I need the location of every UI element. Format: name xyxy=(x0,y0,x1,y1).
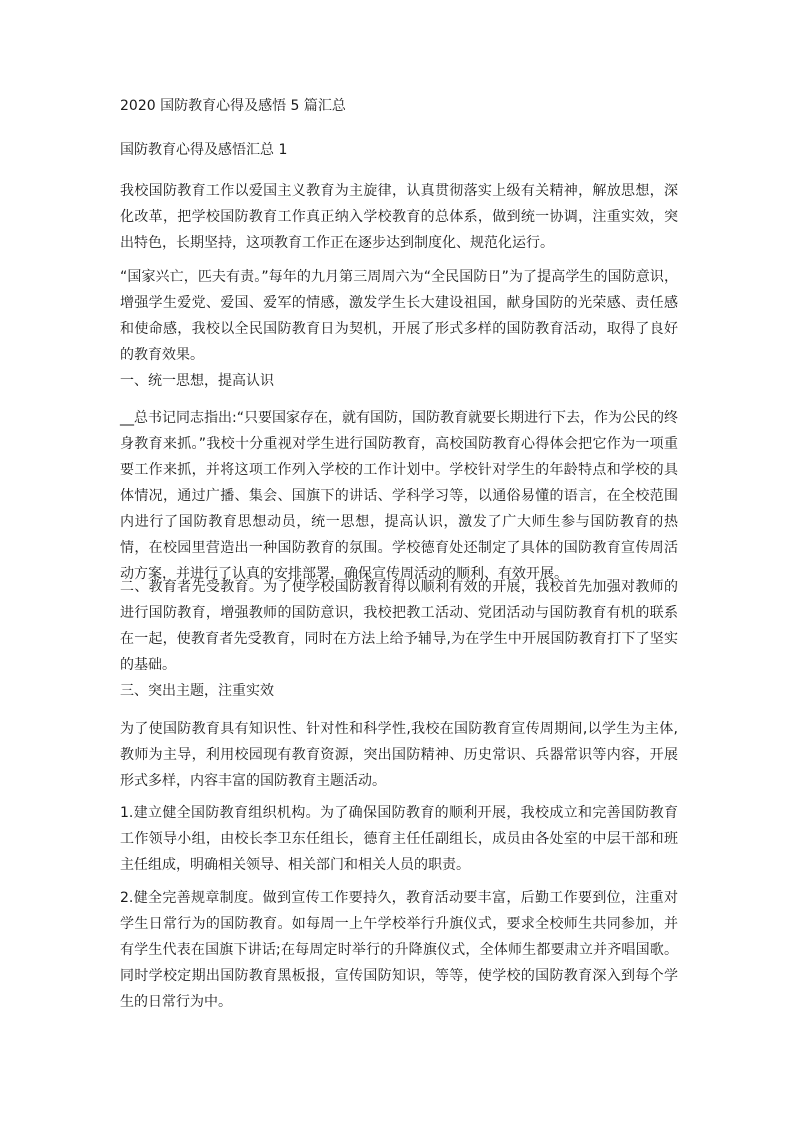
paragraph-educators-first: 二、教育者先受教育。为了使学校国防教育得以顺利有效的开展，我校首先加强对教师的进行国防教育，增强教师的国防意识，我校把教工活动、党团活动与国防教育有机的联系在一起，使教育者先受教育，同时在方法上给予辅导,为在学生中开展国防教育打下了坚实的基础。 xyxy=(120,579,678,673)
paragraph-organization: 1.建立健全国防教育组织机构。为了确保国防教育的顺利开展，我校成立和完善国防教育工作领导小组，由校长李卫东任组长，德育主任任副组长，成员由各处室的中层干部和班主任组成，明确相关领导、相关部门和相关人员的职责。 xyxy=(120,805,678,873)
paragraph-highlight-theme: 为了使国防教育具有知识性、针对性和科学性,我校在国防教育宣传周期间,以学生为主体,教师为主导，利用校园现有教育资源，突出国防精神、历史常识、兵器常识等内容，开展形式多样，内容丰富的国防教育主题活动。 xyxy=(120,721,678,789)
document-title: 2020 国防教育心得及感悟 5 篇汇总 xyxy=(120,98,346,114)
heading-highlight-theme: 三、突出主题，注重实效 xyxy=(120,683,274,699)
paragraph-national-defense-day: “国家兴亡，匹夫有责。”每年的九月第三周周六为“全民国防日”为了提高学生的国防意识，增强学生爱党、爱国、爱军的情感，激发学生长大建设祖国，献身国防的光荣感、责任感和使命感，我校以全民国防教育日为契机，开展了形式多样的国防教育活动，取得了良好的教育效果。 xyxy=(120,269,678,363)
section-subtitle: 国防教育心得及感悟汇总 1 xyxy=(120,142,288,158)
paragraph-unify-thinking: __总书记同志指出:“只要国家存在，就有国防，国防教育就要长期进行下去，作为公民的终身教育来抓。”我校十分重视对学生进行国防教育，高校国防教育心得体会把它作为一项重要工作来抓，并将这项工作列入学校的工作计划中。学校针对学生的年龄特点和学校的具体情况，通过广播、集会、国旗下的讲话、学科学习等，以通俗易懂的语言，在全校范围内进行了国防教育思想动员，统一思想，提高认识，激发了广大师生参与国防教育的热情，在校园里营造出一种国防教育的氛围。学校德育处还制定了具体的国防教育宣传周活动方案，并进行了认真的安排部署，确保宣传周活动的顺利、有效开展。 xyxy=(120,410,678,582)
paragraph-intro: 我校国防教育工作以爱国主义教育为主旋律，认真贯彻落实上级有关精神，解放思想，深化改革，把学校国防教育工作真正纳入学校教育的总体系，做到统一协调，注重实效，突出特色，长期坚持，这项教育工作正在逐步达到制度化、规范化运行。 xyxy=(120,183,678,251)
heading-unify-thinking: 一、统一思想，提高认识 xyxy=(120,373,274,389)
paragraph-regulations: 2.健全完善规章制度。做到宣传工作要持久，教育活动要丰富，后勤工作要到位，注重对学生日常行为的国防教育。如每周一上午学校举行升旗仪式，要求全校师生共同参加，并有学生代表在国旗下讲话;在每周定时举行的升降旗仪式，全体师生都要肃立并齐唱国歌。同时学校定期出国防教育黑板报，宣传国防知识，等等，使学校的国防教育深入到每个学生的日常行为中。 xyxy=(120,890,678,1010)
